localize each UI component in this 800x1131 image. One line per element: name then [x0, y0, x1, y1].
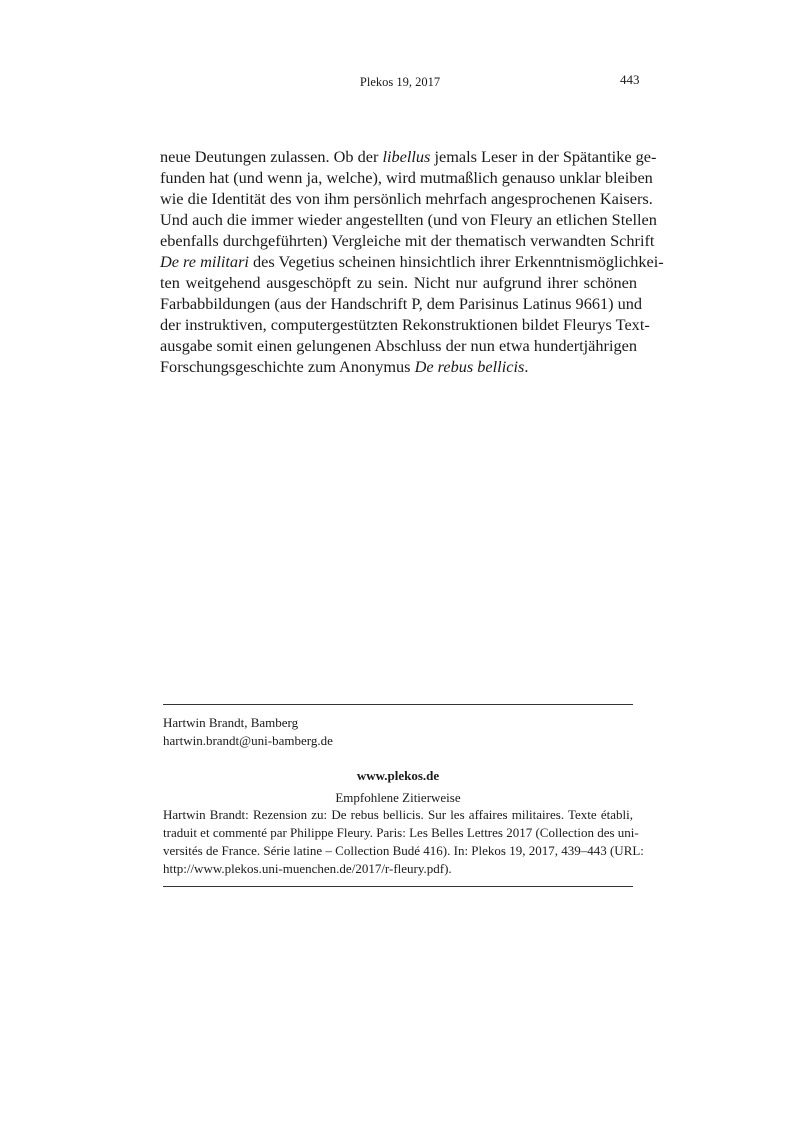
footer-rule-top — [163, 704, 633, 705]
running-header: Plekos 19, 2017 — [359, 75, 441, 89]
text-segment: Farbabbildungen (aus der Handschrift P, dem Parisinus Latinus 9661) und — [160, 294, 643, 313]
body-line — [160, 272, 637, 293]
body-line — [160, 209, 657, 230]
author-name: Hartwin Brandt, Bamberg — [163, 715, 299, 730]
text-segment: ausgabe somit einen gelungenen Abschluss der nun etwa hundertjährigen — [160, 336, 637, 355]
body-line — [160, 356, 637, 377]
body-line — [160, 314, 650, 335]
citation-text — [163, 806, 644, 878]
italic-title: libellus — [382, 147, 431, 166]
text-segment: jemals Leser in der Spätantike ge- — [430, 147, 657, 166]
text-segment: ten weitgehend ausgeschöpft zu sein. Nicht nur aufgrund ihrer schönen — [160, 273, 637, 292]
footer-rule-bottom — [163, 886, 633, 887]
text-segment: funden hat (und wenn ja, welche), wird mutmaßlich genauso unklar bleiben — [160, 168, 653, 187]
citation-line: http://www.plekos.uni-muenchen.de/2017/r-fleury.pdf). — [163, 861, 452, 876]
text-segment: Forschungsgeschichte zum Anonymus — [160, 357, 415, 376]
author-email[interactable]: hartwin.brandt@uni-bamberg.de — [163, 733, 333, 748]
site-link[interactable]: www.plekos.de — [356, 768, 440, 783]
citation-line: versités de France. Série latine – Collection Budé 416). In: Plekos 19, 2017, 439–443 (URL: — [163, 843, 644, 858]
body-line — [160, 167, 653, 188]
citation-line: traduit et commenté par Philippe Fleury. Paris: Les Belles Lettres 2017 (Collection des uni- — [163, 825, 639, 840]
text-segment: Und auch die immer wieder angestellten (und von Fleury an etlichen Stellen — [160, 210, 657, 229]
italic-title: De rebus bellicis — [414, 357, 525, 376]
text-segment: der instruktiven, computergestützten Rekonstruktionen bildet Fleurys Text- — [160, 315, 650, 334]
citation-line: Hartwin Brandt: Rezension zu: De rebus bellicis. Sur les affaires militaires. Texte établi, — [163, 807, 633, 822]
text-segment: neue Deutungen zulassen. Ob der — [160, 147, 383, 166]
text-segment: des Vegetius scheinen hinsichtlich ihrer Erkenntnismöglichkei- — [248, 252, 664, 271]
page-number: 443 — [620, 72, 640, 87]
body-text — [160, 146, 664, 377]
body-line — [160, 230, 655, 251]
italic-title: De re militari — [160, 252, 249, 271]
body-line — [160, 293, 643, 314]
body-line — [160, 335, 637, 356]
text-segment: . — [524, 357, 529, 376]
body-line — [160, 146, 657, 167]
text-segment: wie die Identität des von ihm persönlich mehrfach angesprochenen Kaisers. — [160, 189, 653, 208]
body-line — [160, 188, 653, 209]
citation-heading: Empfohlene Zitierweise — [335, 790, 461, 805]
text-segment: ebenfalls durchgeführten) Vergleiche mit der thematisch verwandten Schrift — [160, 231, 655, 250]
body-line — [160, 251, 664, 272]
